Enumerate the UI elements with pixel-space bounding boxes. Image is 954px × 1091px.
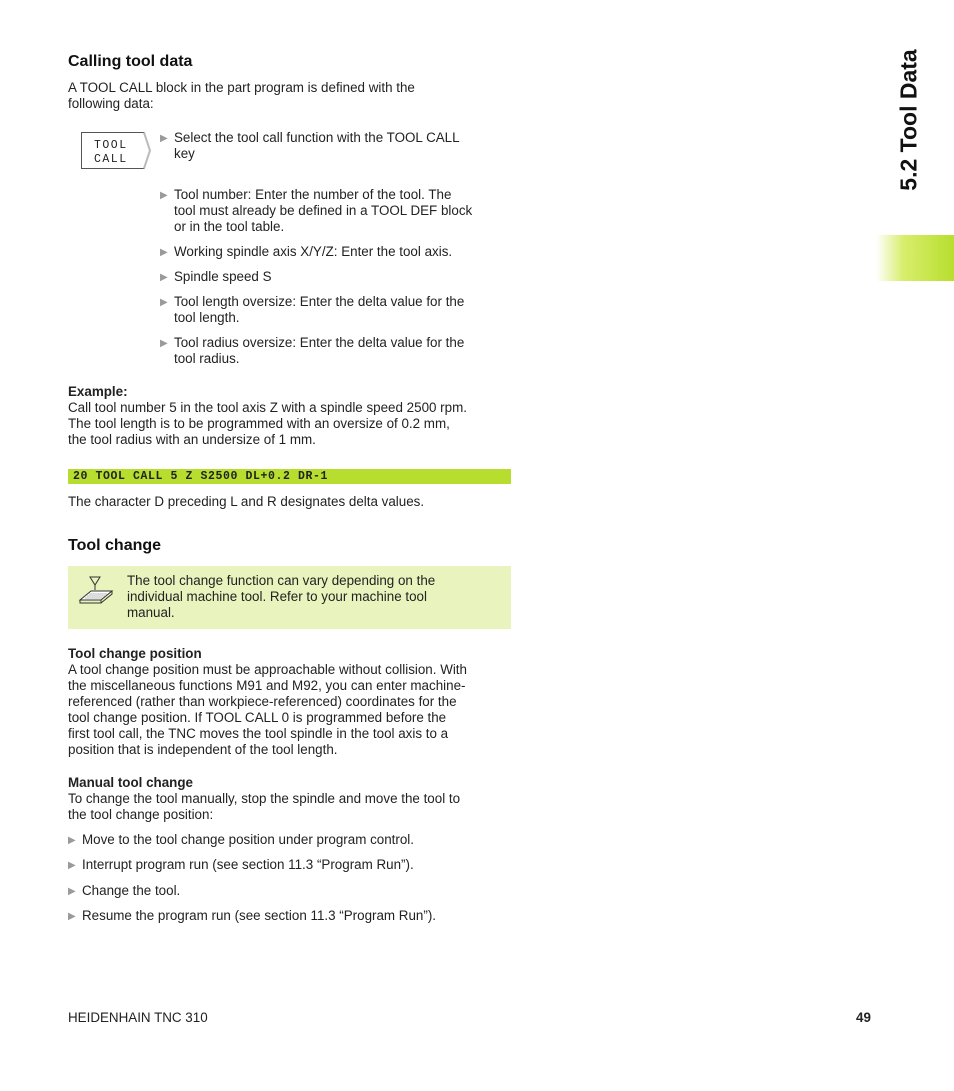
bullet-arrow-icon: ▶ [160, 133, 168, 144]
bullet-arrow-icon: ▶ [68, 886, 76, 897]
paragraph-line: referenced (rather than workpiece-referenced) coordinates for the [68, 694, 457, 709]
item-length-oversize [174, 294, 504, 326]
item-line: tool length. [174, 310, 240, 325]
manual-step: Change the tool. [82, 883, 181, 898]
paragraph-line: first tool call, the TNC moves the tool spindle in the tool axis to a [68, 726, 449, 741]
machine-note-box [68, 566, 511, 629]
intro-line: A TOOL CALL block in the part program is defined with the [68, 80, 415, 95]
note-line: individual machine tool. Refer to your machine tool [127, 589, 427, 604]
item-line: Spindle speed S [174, 269, 272, 284]
example-paragraph [68, 400, 513, 448]
delta-note: The character D preceding L and R designates delta values. [68, 494, 425, 509]
paragraph-line: the tool change position: [68, 807, 214, 822]
step-line: Select the tool call function with the TOOL CALL [174, 130, 460, 145]
paragraph-line: position that is independent of the tool length. [68, 742, 338, 757]
machine-tool-icon [77, 574, 115, 611]
bullet-arrow-icon: ▶ [68, 835, 76, 846]
bullet-arrow-icon: ▶ [68, 911, 76, 922]
section-heading-calling-tool-data: Calling tool data [68, 53, 193, 70]
footer-manual-name: HEIDENHAIN TNC 310 [68, 1010, 208, 1025]
manual-tool-change-label: Manual tool change [68, 775, 193, 790]
item-line: Tool radius oversize: Enter the delta value for the [174, 335, 465, 350]
page-number: 49 [856, 1010, 871, 1025]
item-spindle-speed [174, 269, 504, 285]
paragraph-line: To change the tool manually, stop the spindle and move the tool to [68, 791, 461, 806]
chapter-tab-marker [876, 235, 954, 281]
item-line: or in the tool table. [174, 219, 285, 234]
item-line: Tool number: Enter the number of the tool. The [174, 187, 452, 202]
intro-line: following data: [68, 96, 154, 111]
nc-code-block [68, 469, 511, 484]
step-select-tool-call [174, 130, 504, 162]
manual-tool-change-paragraph [68, 791, 514, 823]
chapter-title-text: 5.2 Tool Data [895, 49, 922, 191]
bullet-arrow-icon: ▶ [160, 338, 168, 349]
item-line: tool radius. [174, 351, 240, 366]
tool-call-key-icon [80, 131, 150, 169]
note-line: manual. [127, 605, 175, 620]
chapter-title-vertical [889, 40, 929, 200]
example-line: Call tool number 5 in the tool axis Z with a spindle speed 2500 rpm. [68, 400, 467, 415]
example-label: Example: [68, 384, 128, 399]
tool-change-position-paragraph [68, 662, 514, 758]
tool-change-position-label: Tool change position [68, 646, 202, 661]
item-line: tool must already be defined in a TOOL DEF block [174, 203, 473, 218]
item-tool-number [174, 187, 504, 235]
example-line: The tool length is to be programmed with an oversize of 0.2 mm, [68, 416, 450, 431]
bullet-arrow-icon: ▶ [68, 860, 76, 871]
paragraph-line: A tool change position must be approachable without collision. With [68, 662, 467, 677]
bullet-arrow-icon: ▶ [160, 190, 168, 201]
item-line: Working spindle axis X/Y/Z: Enter the tool axis. [174, 244, 453, 259]
key-label-line2: CALL [94, 153, 128, 166]
section-heading-tool-change: Tool change [68, 537, 162, 554]
step-line: key [174, 146, 195, 161]
item-radius-oversize [174, 335, 504, 367]
item-spindle-axis [174, 244, 504, 260]
example-line: the tool radius with an undersize of 1 mm. [68, 432, 316, 447]
manual-step: Move to the tool change position under program control. [82, 832, 414, 847]
manual-step: Interrupt program run (see section 11.3 “Program Run”). [82, 857, 414, 872]
machine-note-text [127, 573, 507, 621]
intro-paragraph [68, 80, 508, 112]
manual-step: Resume the program run (see section 11.3 “Program Run”). [82, 908, 437, 923]
note-line: The tool change function can vary depending on the [127, 573, 436, 588]
paragraph-line: tool change position. If TOOL CALL 0 is programmed before the [68, 710, 447, 725]
item-line: Tool length oversize: Enter the delta value for the [174, 294, 465, 309]
paragraph-line: the miscellaneous functions M91 and M92, you can enter machine- [68, 678, 466, 693]
nc-code-text: 20 TOOL CALL 5 Z S2500 DL+0.2 DR-1 [73, 470, 329, 483]
bullet-arrow-icon: ▶ [160, 297, 168, 308]
key-label-line1: TOOL [94, 139, 128, 152]
bullet-arrow-icon: ▶ [160, 272, 168, 283]
bullet-arrow-icon: ▶ [160, 247, 168, 258]
